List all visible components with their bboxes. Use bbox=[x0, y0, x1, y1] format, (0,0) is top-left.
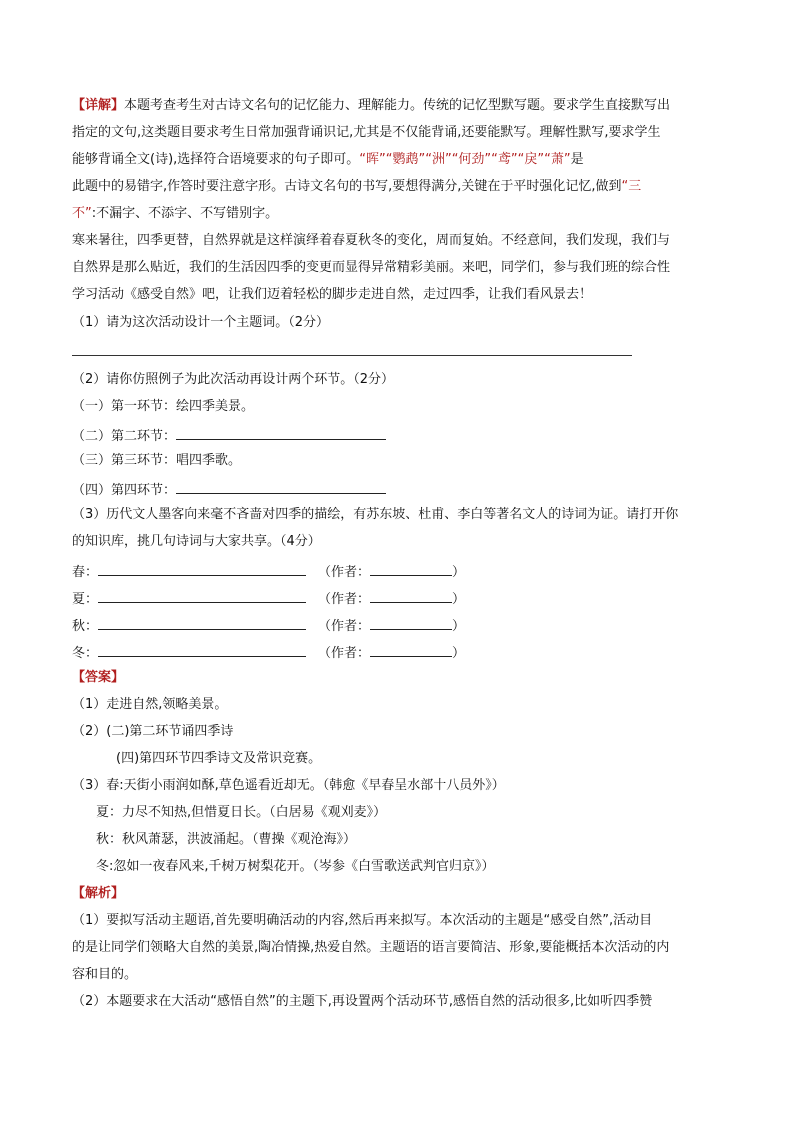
analysis-line-3: 容和目的。 bbox=[72, 967, 138, 982]
season-row-spring: 春： （作者： ） bbox=[72, 561, 465, 582]
intro-line-1: 寒来暑往，四季更替，自然界就是这样演绎着春夏秋冬的变化，周而复始。不经意间，我们发现，我们与 bbox=[72, 233, 671, 248]
error-prone-chars: “晖”“鹦鹉”“洲”“何劲”“鸢”“戾”“萧” bbox=[359, 152, 571, 167]
analysis-line-2: 的是让同学们领略大自然的美景,陶冶情操,热爱自然。主题语的语言要简洁、形象,要能概括本次活动的内 bbox=[72, 940, 670, 955]
q2-item-1: （一）第一环节：绘四季美景。 bbox=[72, 399, 255, 414]
answer-blank-step2[interactable] bbox=[176, 425, 386, 440]
q2-item-4: （四）第四环节： bbox=[72, 479, 386, 500]
poem-blank-summer[interactable] bbox=[98, 588, 306, 603]
detail-tag: 【详解】 bbox=[72, 98, 125, 113]
q2-item-2: （二）第二环节： bbox=[72, 425, 386, 446]
detail-line-3: 能够背诵全文(诗),选择符合语境要求的句子即可。“晖”“鹦鹉”“洲”“何劲”“鸢”“戾”“萧”是 bbox=[72, 152, 584, 167]
poem-blank-winter[interactable] bbox=[98, 642, 306, 657]
question-1: （1）请为这次活动设计一个主题词。（2分） bbox=[72, 315, 330, 330]
poem-blank-autumn[interactable] bbox=[98, 615, 306, 630]
answer-2-line-2: (四)第四环节四季诗文及常识竞赛。 bbox=[116, 751, 322, 766]
poem-blank-spring[interactable] bbox=[98, 561, 306, 576]
detail-line-5: 不”:不漏字、不添字、不写错别字。 bbox=[72, 206, 279, 221]
answer-1: （1）走进自然,领略美景。 bbox=[72, 697, 228, 712]
author-blank-autumn[interactable] bbox=[370, 615, 452, 630]
answer-blank-step4[interactable] bbox=[176, 479, 386, 494]
answer-3-summer: 夏：力尽不知热,但惜夏日长。（白居易《观刈麦》） bbox=[96, 805, 387, 820]
analysis-line-1: （1）要拟写活动主题语,首先要明确活动的内容,然后再来拟写。本次活动的主题是“感受自然”,活动目 bbox=[72, 913, 653, 928]
author-blank-summer[interactable] bbox=[370, 588, 452, 603]
q2-item-3: （三）第三环节：唱四季歌。 bbox=[72, 453, 242, 468]
author-blank-winter[interactable] bbox=[370, 642, 452, 657]
answer-blank-q1[interactable] bbox=[72, 355, 632, 356]
answer-3-spring: （3）春:天街小雨润如酥,草色遥看近却无。（韩愈《早春呈水部十八员外》） bbox=[72, 778, 505, 793]
question-2: （2）请你仿照例子为此次活动再设计两个环节。（2分） bbox=[72, 372, 395, 387]
season-row-winter: 冬： （作者： ） bbox=[72, 642, 465, 663]
detail-line-2: 指定的文句,这类题目要求考生日常加强背诵识记,尤其是不仅能背诵,还要能默写。理解性默写,要求学生 bbox=[72, 125, 661, 140]
author-blank-spring[interactable] bbox=[370, 561, 452, 576]
season-row-autumn: 秋： （作者： ） bbox=[72, 615, 465, 636]
intro-line-2: 自然界是那么贴近，我们的生活因四季的变更而显得异常精彩美丽。来吧，同学们，参与我们班的综合性 bbox=[72, 260, 671, 275]
analysis-tag: 【解析】 bbox=[72, 886, 125, 901]
question-3-line-1: （3）历代文人墨客向来毫不吝啬对四季的描绘，有苏东坡、杜甫、李白等著名文人的诗词为证。请打开你 bbox=[72, 507, 679, 522]
analysis-line-4: （2）本题要求在大活动“感悟自然”的主题下,再设置两个活动环节,感悟自然的活动很多,比如听四季赞 bbox=[72, 994, 653, 1009]
answer-tag: 【答案】 bbox=[72, 670, 125, 685]
detail-line-4: 此题中的易错字,作答时要注意字形。古诗文名句的书写,要想得满分,关键在于平时强化记忆,做到“三 bbox=[72, 179, 642, 194]
question-3-line-2: 的知识库，挑几句诗词与大家共享。（4分） bbox=[72, 534, 321, 549]
answer-3-autumn: 秋：秋风萧瑟，洪波涌起。（曹操《观沧海》） bbox=[96, 832, 357, 847]
detail-line-1: 【详解】本题考查考生对古诗文名句的记忆能力、理解能力。传统的记忆型默写题。要求学生直接默写出 bbox=[72, 98, 671, 113]
answer-3-winter: 冬:忽如一夜春风来,千树万树梨花开。（岑参《白雪歌送武判官归京》） bbox=[96, 859, 495, 874]
season-row-summer: 夏： （作者： ） bbox=[72, 588, 465, 609]
intro-line-3: 学习活动《感受自然》吧，让我们迈着轻松的脚步走进自然，走过四季，让我们看风景去！ bbox=[72, 287, 593, 302]
answer-2-line-1: （2）(二)第二环节诵四季诗 bbox=[72, 724, 234, 739]
